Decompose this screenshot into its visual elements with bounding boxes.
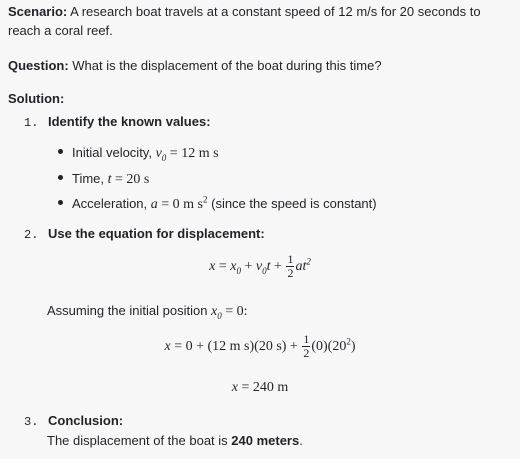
step-title: Use the equation for displacement: xyxy=(48,226,265,241)
question-text: What is the displacement of the boat during this time? xyxy=(68,58,382,73)
conclusion-text: The displacement of the boat is xyxy=(47,433,232,448)
bullet-text: Time, xyxy=(72,171,108,186)
step-2-heading xyxy=(24,225,504,244)
bullet-math: $v_0 = 12$ m s xyxy=(155,146,219,163)
assumption-line xyxy=(47,302,507,322)
bullet-dot-icon xyxy=(58,149,63,154)
bullet-initial-velocity xyxy=(58,144,498,164)
bullet-dot-icon xyxy=(58,175,63,180)
conclusion-line xyxy=(47,432,507,451)
substitution-equation: x = 0 + (12 m s)(20 s) + $\frac{1}{2}$ $(0)(20^2)$ xyxy=(164,332,356,361)
conclusion-value: 240 meters xyxy=(231,433,300,448)
scenario-label: Scenario: xyxy=(8,4,68,19)
result-equation: x = 240 m xyxy=(231,380,289,395)
step-number: 3. xyxy=(24,415,39,429)
scenario-paragraph xyxy=(8,3,513,41)
bullet-math: t = 20 s xyxy=(107,172,150,187)
step-1-heading xyxy=(24,113,504,132)
question-paragraph xyxy=(8,57,513,76)
solution-label: Solution: xyxy=(8,91,65,106)
bullet-time xyxy=(58,170,498,190)
step-3-heading xyxy=(24,412,504,431)
bullet-dot-icon xyxy=(58,200,63,205)
bullet-acceleration xyxy=(58,195,498,215)
bullet-text: Acceleration, xyxy=(72,196,151,211)
assumption-math: $x_0 = 0$: xyxy=(211,304,248,321)
assumption-text: Assuming the initial position xyxy=(47,303,212,318)
step-title: Conclusion: xyxy=(48,413,124,428)
conclusion-end: . xyxy=(299,433,303,448)
step-number: 2. xyxy=(24,228,39,242)
bullet-math: a = 0 m $s^2$ xyxy=(150,194,208,212)
bullet-text: Initial velocity, xyxy=(72,145,156,160)
solution-heading xyxy=(8,90,513,109)
displacement-equation: $x = x_0 + v_0t$ + $\frac{1}{2}$ $at^2$ xyxy=(209,252,311,281)
step-title: Identify the known values: xyxy=(48,114,211,129)
step-number: 1. xyxy=(24,116,39,130)
bullet-suffix: (since the speed is constant) xyxy=(207,196,377,211)
question-label: Question: xyxy=(8,58,69,73)
scenario-text: A research boat travels at a constant speed of 12 m/s for 20 seconds to reach a coral reef. xyxy=(8,4,481,38)
